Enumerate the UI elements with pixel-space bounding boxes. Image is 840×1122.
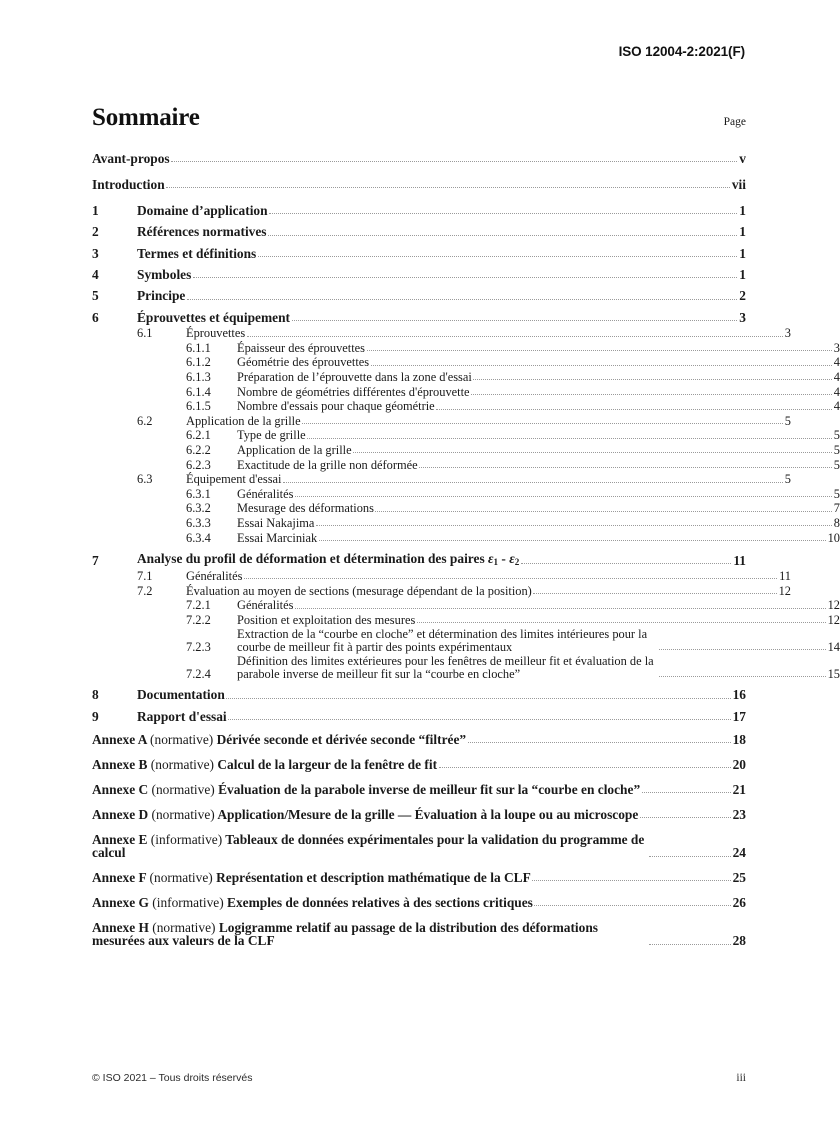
toc-entry-label: Avant-propos: [92, 151, 170, 166]
toc-entry-clause-2[interactable]: [92, 225, 746, 238]
dot-leader: [642, 792, 731, 793]
toc-entry-page: 5: [784, 472, 791, 487]
toc-entry-number: 6.3.2: [186, 501, 211, 516]
toc-entry-label: [47, 871, 531, 884]
toc-entry-annex-E[interactable]: [92, 833, 746, 860]
toc-entry-clause-7.2.1[interactable]: [92, 599, 840, 611]
toc-entry-page: 2: [739, 288, 746, 304]
toc-entry-clause-6.1.1[interactable]: [92, 342, 840, 354]
toc-entry-page: 3: [833, 340, 840, 355]
toc-entry-label: Épaisseur des éprouvettes: [237, 340, 365, 355]
annex-kind: (normative): [151, 806, 215, 822]
toc-entry-label: Introduction: [92, 176, 165, 192]
toc-entry-number: 4: [92, 267, 99, 283]
toc-entry-page: 1: [739, 267, 746, 283]
toc-entry-label: Type de grille: [237, 428, 306, 443]
dot-leader: [417, 622, 826, 623]
toc-entry-label: Application de la grille: [237, 443, 352, 457]
toc-entry-page: 4: [833, 399, 840, 414]
toc-entry-page: 7: [833, 501, 840, 516]
dot-leader: [307, 438, 832, 439]
toc-entry-label: Géométrie des éprouvettes: [237, 355, 370, 370]
toc-entry-number: 7.2.3: [186, 639, 211, 654]
annex-title: Dérivée seconde et dérivée seconde “filtrée”: [216, 732, 467, 748]
dot-leader: [640, 817, 731, 818]
toc-entry-page: 8: [833, 515, 840, 530]
toc-entry-number: 6.2.2: [186, 443, 211, 457]
toc-entry-clause-6.3.1[interactable]: [92, 488, 840, 500]
annex-name: Annexe A: [92, 732, 147, 748]
dot-leader: [292, 320, 738, 321]
toc-entry-number: 6.3: [137, 472, 153, 487]
toc-entry-page: 11: [733, 552, 746, 568]
annex-name: Annexe B: [92, 756, 148, 772]
toc-entry-number: 5: [92, 288, 99, 304]
toc-entry-annex-A[interactable]: [92, 733, 746, 746]
toc-entry-page: 10: [827, 530, 840, 545]
annex-kind: (normative): [151, 781, 215, 797]
page-footer: [92, 1072, 746, 1084]
toc-entry-label: Références normatives: [137, 224, 267, 240]
toc-entry-number: 7.1: [137, 569, 153, 584]
dot-leader: [371, 365, 832, 366]
toc-entry-clause-6.1.5[interactable]: [92, 400, 840, 412]
dot-leader: [353, 452, 832, 453]
toc-entry-clause-5[interactable]: [92, 289, 746, 302]
toc-entry-label: Exactitude de la grille non déformée: [237, 457, 418, 472]
dot-leader: [534, 905, 730, 906]
toc-entry-number: 7.2: [137, 583, 153, 598]
toc-entry-label: Position et exploitation des mesures: [237, 612, 416, 627]
dot-leader: [473, 379, 831, 380]
dot-leader: [375, 511, 831, 512]
toc-entry-label: Essai Marciniak: [237, 530, 318, 545]
page-folio: iii: [736, 1072, 746, 1084]
toc-entry-page: 5: [784, 413, 791, 428]
annex-kind: (normative): [152, 919, 216, 935]
toc-entry-clause-7.2.2[interactable]: [92, 614, 840, 626]
toc-entry-label: Éprouvettes et équipement: [137, 309, 290, 325]
toc-entry-clause-7.2.3[interactable]: [92, 628, 840, 653]
toc-entry-front-matter[interactable]: [92, 152, 746, 165]
annex-name: Annexe F: [92, 870, 147, 886]
toc-entry-page: 1: [739, 224, 746, 240]
dot-leader: [258, 256, 738, 257]
toc-entry-clause-6.1.3[interactable]: [92, 371, 840, 383]
table-of-contents: [92, 151, 840, 959]
toc-entry-label: Nombre d'essais pour chaque géométrie: [237, 399, 435, 414]
dot-leader: [649, 856, 731, 857]
toc-entry-number: 6: [92, 309, 99, 325]
toc-entry-page: 4: [833, 355, 840, 370]
dot-leader: [532, 880, 730, 881]
annex-kind: (normative): [149, 870, 213, 886]
toc-entry-label: Évaluation au moyen de sections (mesurage dépendant de la position): [186, 583, 532, 598]
dot-leader: [187, 299, 737, 300]
page-title: Sommaire: [92, 104, 200, 131]
dot-leader: [171, 161, 737, 162]
toc-entry-page: 4: [833, 370, 840, 385]
dot-leader: [283, 482, 783, 483]
toc-entry-number: 6.2.3: [186, 457, 211, 472]
toc-entry-label: Symboles: [137, 267, 192, 283]
copyright-notice: © ISO 2021 – Tous droits réservés: [92, 1072, 253, 1084]
toc-entry-label: [47, 758, 437, 771]
dot-leader: [649, 944, 731, 945]
annex-title: Application/Mesure de la grille — Évaluation à la loupe ou au microscope: [217, 806, 639, 822]
toc-entry-clause-7[interactable]: [92, 552, 746, 567]
dot-leader: [295, 608, 826, 609]
dot-leader: [269, 213, 737, 214]
annex-name: Annexe G: [92, 894, 149, 910]
annex-kind: (normative): [150, 732, 214, 748]
toc-entry-label: Domaine d’application: [137, 202, 268, 218]
toc-entry-number: 6.1.5: [186, 399, 211, 414]
annex-title: Calcul de la largeur de la fenêtre de fit: [217, 756, 438, 772]
dot-leader: [367, 350, 832, 351]
toc-entry-number: 6.1.4: [186, 384, 211, 399]
toc-entry-page: 24: [732, 845, 746, 861]
toc-entry-page: 18: [732, 732, 746, 748]
annex-title: Logigramme relatif au passage de la distribution des déformations mesurées aux valeurs de la CLF: [92, 919, 599, 949]
toc-entry-page: 3: [739, 309, 746, 325]
annex-kind: (normative): [150, 756, 215, 772]
toc-entry-clause-6.2[interactable]: [92, 415, 791, 427]
toc-entry-label: Documentation: [137, 687, 225, 703]
toc-entry-label: Préparation de l’éprouvette dans la zone d'essai: [237, 370, 472, 385]
dot-leader: [244, 578, 777, 579]
toc-entry-annex-H[interactable]: [92, 921, 746, 948]
toc-entry-page: 28: [732, 933, 746, 949]
toc-entry-number: 7.2.4: [186, 666, 211, 681]
toc-entry-clause-6.3.3[interactable]: [92, 517, 840, 529]
annex-name: Annexe D: [92, 806, 149, 822]
toc-entry-label: Généralités: [237, 598, 294, 613]
toc-entry-label: Nombre de géométries différentes d'éprouvette: [237, 384, 470, 399]
toc-entry-label: Rapport d'essai: [137, 708, 227, 724]
toc-entry-clause-6.2.3[interactable]: [92, 459, 840, 471]
toc-entry-page: 3: [784, 326, 791, 341]
toc-entry-page: 21: [732, 781, 746, 797]
toc-entry-page: 5: [833, 443, 840, 457]
toc-entry-clause-4[interactable]: [92, 268, 746, 281]
toc-entry-front-matter[interactable]: [92, 178, 746, 191]
toc-entry-label: Principe: [137, 288, 186, 304]
toc-entry-page: 26: [732, 894, 746, 910]
dot-leader: [247, 336, 783, 337]
toc-entry-page: 25: [732, 870, 746, 886]
toc-entry-clause-9[interactable]: [92, 710, 746, 723]
toc-entry-page: 17: [732, 708, 746, 724]
toc-entry-page: 5: [833, 457, 840, 472]
toc-entry-number: 8: [92, 687, 99, 703]
annex-title: Évaluation de la parabole inverse de meilleur fit sur la “courbe en cloche”: [218, 781, 641, 797]
toc-entry-page: 12: [778, 583, 791, 598]
dot-leader: [319, 540, 826, 541]
toc-entry-number: 2: [92, 224, 99, 240]
toc-entry-page: 20: [732, 756, 746, 772]
toc-entry-number: 6.1.3: [186, 370, 211, 385]
toc-entry-page: 14: [827, 639, 840, 654]
toc-entry-clause-7.2.4[interactable]: [92, 655, 840, 680]
page-column-header: Page: [723, 116, 746, 128]
toc-entry-clause-6.3.4[interactable]: [92, 532, 840, 544]
toc-entry-number: 6.1: [137, 326, 153, 341]
toc-entry-page: 16: [732, 687, 746, 703]
toc-entry-number: 6.3.4: [186, 530, 211, 545]
toc-entry-annex-C[interactable]: [92, 783, 746, 796]
dot-leader: [228, 719, 730, 720]
dot-leader: [659, 676, 826, 677]
toc-entry-page: vii: [731, 176, 746, 192]
toc-entry-clause-6.1.2[interactable]: [92, 356, 840, 368]
toc-entry-label: Extraction de la “courbe en cloche” et détermination des limites intérieures pour la courbe de meilleur fit à partir des points expérimentaux: [237, 627, 648, 654]
toc-entry-annex-D[interactable]: [92, 808, 746, 821]
toc-entry-page: 12: [827, 612, 840, 627]
toc-entry-page: 4: [833, 384, 840, 399]
toc-entry-number: 9: [92, 708, 99, 724]
toc-entry-number: 6.3.1: [186, 486, 211, 501]
toc-entry-number: 6.2.1: [186, 428, 211, 443]
toc-entry-number: 6.1.1: [186, 340, 211, 355]
toc-entry-clause-6.3[interactable]: [92, 473, 791, 485]
dot-leader: [471, 394, 832, 395]
toc-entry-label: Essai Nakajima: [237, 515, 315, 530]
toc-entry-annex-G[interactable]: [92, 896, 746, 909]
dot-leader: [268, 235, 737, 236]
toc-entry-number: 7: [92, 552, 99, 568]
toc-entry-clause-8[interactable]: [92, 688, 746, 701]
toc-entry-page: 11: [779, 569, 791, 584]
dot-leader: [193, 277, 737, 278]
toc-entry-clause-6.1.4[interactable]: [92, 386, 840, 398]
toc-entry-label: [47, 733, 466, 746]
toc-entry-page: v: [739, 151, 746, 166]
toc-entry-label: [47, 833, 647, 860]
toc-entry-label: Définition des limites extérieures pour les fenêtres de meilleur fit et évaluation de la parabole inverse de meilleur fit sur la “courbe en cloche”: [237, 654, 654, 681]
toc-entry-page: 5: [833, 486, 840, 501]
toc-entry-page: 23: [732, 806, 746, 822]
annex-title: Représentation et description mathématique de la CLF: [216, 870, 531, 886]
toc-entry-label: Termes et définitions: [137, 245, 257, 261]
toc-entry-clause-1[interactable]: [92, 204, 746, 217]
toc-entry-clause-7.1[interactable]: [92, 570, 791, 582]
toc-entry-number: 6.3.3: [186, 515, 211, 530]
dot-leader: [419, 467, 832, 468]
toc-entry-clause-7.2[interactable]: [92, 585, 791, 597]
toc-entry-page: 12: [827, 598, 840, 613]
toc-entry-label: [47, 783, 640, 796]
toc-entry-clause-6[interactable]: [92, 311, 746, 324]
annex-name: Annexe H: [92, 919, 149, 935]
annex-kind: (informative): [150, 831, 223, 847]
annex-name: Annexe E: [92, 831, 148, 847]
toc-entry-label: Analyse du profil de déformation et détermination des paires $\varepsilon_1 - \varepsilon_2$: [137, 550, 520, 567]
toc-entry-number: 6.2: [137, 413, 153, 428]
toc-entry-number: 1: [92, 202, 99, 218]
toc-entry-number: 7.2.2: [186, 612, 211, 627]
annex-kind: (informative): [152, 894, 224, 910]
toc-entry-label: Généralités: [186, 569, 243, 584]
toc-entry-label: [47, 808, 638, 821]
toc-entry-clause-6.2.1[interactable]: [92, 429, 840, 441]
dot-leader: [226, 698, 730, 699]
toc-entry-label: [47, 896, 533, 909]
toc-entry-label: Équipement d'essai: [186, 472, 282, 487]
dot-leader: [295, 496, 832, 497]
toc-entry-page: 5: [833, 428, 840, 443]
toc-entry-label: Application de la grille: [186, 413, 301, 428]
dot-leader: [436, 409, 832, 410]
toc-entry-label: Éprouvettes: [186, 326, 246, 341]
toc-entry-page: 1: [739, 202, 746, 218]
toc-entry-label: Mesurage des déformations: [237, 501, 374, 516]
dot-leader: [521, 563, 732, 564]
dot-leader: [302, 423, 783, 424]
toc-entry-label: [47, 921, 647, 948]
annex-title: Exemples de données relatives à des sections critiques: [227, 894, 533, 910]
toc-entry-label: Généralités: [237, 486, 294, 501]
toc-entry-clause-6.2.2[interactable]: [92, 444, 840, 456]
toc-entry-clause-6.3.2[interactable]: [92, 502, 840, 514]
toc-entry-annex-B[interactable]: [92, 758, 746, 771]
document-reference-header: ISO 12004-2:2021(F): [618, 44, 745, 59]
toc-entry-clause-3[interactable]: [92, 247, 746, 260]
dot-leader: [659, 649, 826, 650]
toc-entry-number: 3: [92, 245, 99, 261]
dot-leader: [439, 767, 731, 768]
toc-entry-number: 7.2.1: [186, 598, 211, 613]
toc-entry-annex-F[interactable]: [92, 871, 746, 884]
toc-entry-clause-6.1[interactable]: [92, 327, 791, 339]
title-row: [92, 104, 746, 132]
annex-title: Tableaux de données expérimentales pour la validation du programme de calcul: [92, 831, 645, 861]
dot-leader: [316, 525, 832, 526]
dot-leader: [533, 593, 776, 594]
annex-name: Annexe C: [92, 781, 149, 797]
toc-entry-page: 1: [739, 245, 746, 261]
dot-leader: [468, 742, 731, 743]
toc-entry-number: 6.1.2: [186, 355, 211, 370]
toc-entry-page: 15: [827, 666, 840, 681]
dot-leader: [166, 187, 730, 188]
